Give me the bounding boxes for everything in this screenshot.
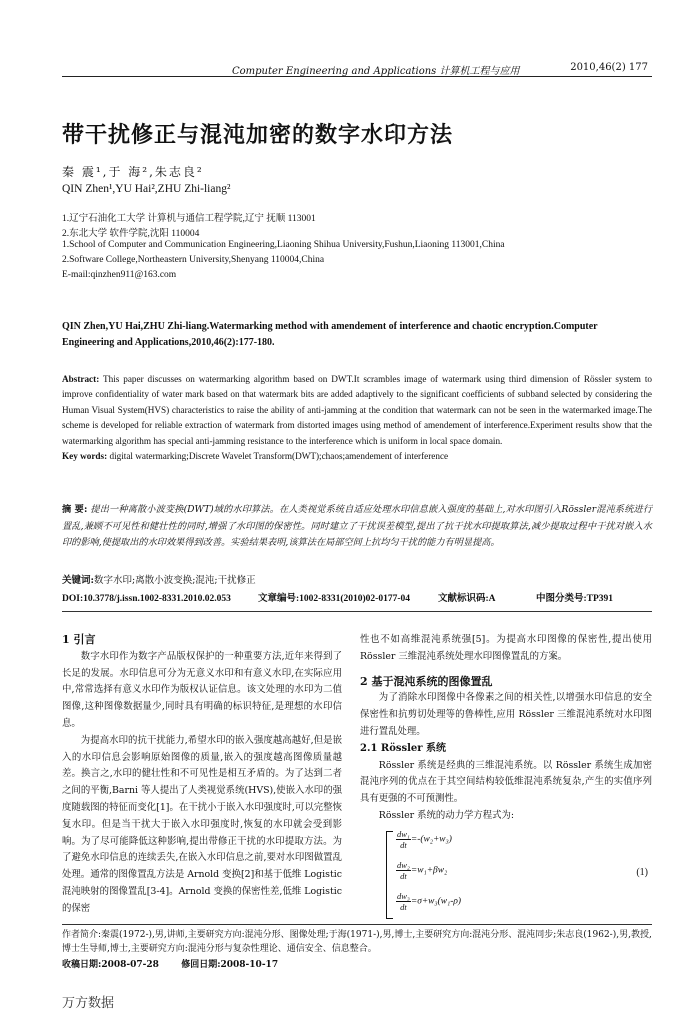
equation-intro: Rössler 系统的动力学方程式为: bbox=[378, 809, 515, 821]
section-2-text: 为了消除水印图像中各像素之间的相关性,以增强水印信息的安全保密性和抗剪切处理等的鲁棒性,应用 Rössler 三维混沌系统对水印图进行置乱处理。 bbox=[360, 692, 652, 737]
authors-chinese: 秦 震¹,于 海²,朱志良² bbox=[62, 165, 204, 179]
affiliation-1-en: 1.School of Computer and Communication Engineering,Liaoning Shihua University,Fushun,Liaoning 113001,China bbox=[62, 240, 505, 250]
right-intro: 性也不如高维混沌系统强[5]。为提高水印图像的保密性,提出使用 Rössler 三维混沌系统处理水印图像置乱的方案。 bbox=[360, 634, 652, 662]
section-2-title: 2 基于混沌系统的图像置乱 bbox=[360, 674, 493, 688]
footnote-divider bbox=[62, 924, 652, 925]
classification-number: 中图分类号:TP391 bbox=[536, 594, 614, 604]
divider bbox=[62, 611, 652, 612]
equation-2: $\frac{\text{dw₂}}{dt}=w_1+\beta w_2$ bbox=[397, 859, 448, 881]
equation-brace bbox=[386, 831, 393, 919]
keywords-zh-text: 数字水印;离散小波变换;混沌;干扰修正 bbox=[94, 575, 256, 586]
affiliation-1-zh: 1.辽宁石油化工大学 计算机与通信工程学院,辽宁 抚顺 113001 bbox=[62, 214, 316, 224]
wanfang-watermark: 万方数据 bbox=[62, 996, 115, 1011]
right-column bbox=[360, 632, 652, 923]
section-1-paragraph-1: 数字水印作为数字产品版权保护的一种重要方法,近年来得到了长足的发展。水印信息可分为无意义水印和有意义水印,在实际应用中,常常选择有意义水印作为版权认证信息。该文处理的水印为二值图像,这种图像数据量少,同时具有明确的标识特征,是理想的水印信息。 bbox=[62, 650, 342, 729]
volume-page: 2010,46(2) 177 bbox=[570, 62, 648, 73]
article-number: 文章编号:1002-8331(2010)02-0177-04 bbox=[258, 594, 410, 604]
paper-title: 带干扰修正与混沌加密的数字水印方法 bbox=[62, 122, 454, 148]
doi-line bbox=[62, 590, 652, 604]
dates bbox=[62, 958, 652, 972]
equation-1: $\frac{\text{dw₁}}{dt}=-(w_2+w_3)$ bbox=[397, 828, 452, 850]
left-column bbox=[62, 632, 342, 918]
document-code: 文献标识码:A bbox=[438, 594, 496, 604]
affiliation-2-en: 2.Software College,Northeastern University,Shenyang 110004,China bbox=[62, 255, 325, 265]
section-1-paragraph-2: 为提高水印的抗干扰能力,希望水印的嵌入强度越高越好,但是嵌入的水印信息会影响原始图像的质量,嵌入的强度越高图像质量越差。换言之,水印的健壮性和不可见性是相互矛盾的。为了达到二者之间的平衡,Barni 等人提出了人类视觉系统(HVS),使嵌入水印的强度随载图的特征而变化[1]。在干扰小于嵌入水印强度时,可以完整恢复水印。但是当干扰大于嵌入水印强度时,恢复的水印就会受到影响。为了尽可能降低这种影响,提出带修正干扰的水印提取方法。为了避免水印信息的连续丢失,在嵌入水印信息之前,要对水印图做置乱处理。通常的图像置乱方法是 Arnold 变换[2]和基于低维 Logistic 混沌映射的图像置乱[3-4]。Arnold 变换的保密性差,低维 Logistic 的保密 bbox=[62, 734, 342, 914]
affiliation-2-zh: 2.东北大学 软件学院,沈阳 110004 bbox=[62, 229, 200, 239]
equation-3: $\frac{\text{dw₃}}{dt}=\sigma+w_3(w_1-\rho)$ bbox=[397, 890, 462, 912]
doi: DOI:10.3778/j.issn.1002-8331.2010.02.053 bbox=[62, 594, 231, 604]
keywords-zh bbox=[62, 572, 256, 586]
abstract-en bbox=[62, 372, 652, 464]
email: E-mail:qinzhen911@163.com bbox=[62, 270, 177, 280]
equation-number: (1) bbox=[636, 866, 648, 878]
keywords-zh-label: 关键词: bbox=[62, 575, 95, 586]
abstract-zh-text: 提出一种离散小波变换(DWT)域的水印算法。在人类视觉系统自适应处理水印信息嵌入强度的基础上,对水印图引入Rössler混沌系统进行置乱,兼顾不可见性和健壮性的同时,增强了水印图的保密性。同时建立了干扰误差模型,提出了抗干扰水印提取算法,减少提取过程中干扰对嵌入水印的影响,使提取出的水印效果得到改善。实验结果表明,该算法在局部空间上抗均匀干扰的能力有明显提高。 bbox=[62, 504, 653, 549]
section-2-1-title: 2.1 Rössler 系统 bbox=[360, 742, 447, 754]
journal-name: Computer Engineering and Applications 计算机工程与应用 bbox=[232, 66, 520, 77]
citation: QIN Zhen,YU Hai,ZHU Zhi-liang.Watermarking method with amendement of interference and chaotic encryption.Computer Engineering and Applications,2010,46(2):177-180. bbox=[62, 321, 598, 348]
section-2-1-text: Rössler 系统是经典的三维混沌系统。以 Rössler 系统生成加密混沌序列的优点在于其空间结构较低维混沌系统复杂,产生的实值序列具有更强的不可预测性。 bbox=[360, 759, 652, 805]
abstract-text: This paper discusses on watermarking algorithm based on DWT.It scrambles image of watermark using third dimension of Rössler system to improve confidentiality of water mark based on that watermark bits are added adaptively to the significant coefficients of subband selected by considering the Human Visual System(HVS) characteristics to raise the ability of anti-jamming at the condition that watermark can not be seen in the watermarked image.The scheme is developed for reliable extraction of watermark from distorted images using method of amendement of interference.Experiment results show that the watermarking algorithm has special anti-jamming resistance to the interference which is uniform in local space domain. bbox=[62, 374, 652, 446]
abstract-label: Abstract: bbox=[62, 374, 100, 384]
revised-date: 修回日期:2008-10-17 bbox=[181, 960, 279, 970]
running-header bbox=[62, 60, 652, 77]
abstract-zh-label: 摘 要: bbox=[62, 504, 88, 515]
rossler-equations bbox=[360, 829, 652, 923]
author-bio: 作者简介:秦震(1972-),男,讲师,主要研究方向:混沌分形、图像处理;于海(1971-),男,博士,主要研究方向:混沌分形、混沌同步;朱志良(1962-),男,教授,博士生导师,博士,主要研究方向:混沌分形与复杂性理论、通信安全、信息整合。 bbox=[62, 930, 652, 954]
keywords-text: digital watermarking;Discrete Wavelet Transform(DWT);chaos;amendement of interference bbox=[109, 451, 449, 462]
received-date: 收稿日期:2008-07-28 bbox=[62, 960, 159, 970]
keywords-label: Key words: bbox=[62, 451, 108, 462]
abstract-zh bbox=[62, 502, 652, 552]
section-1-title: 1 引言 bbox=[62, 633, 96, 646]
authors-english: QIN Zhen¹,YU Hai²,ZHU Zhi-liang² bbox=[62, 183, 231, 195]
